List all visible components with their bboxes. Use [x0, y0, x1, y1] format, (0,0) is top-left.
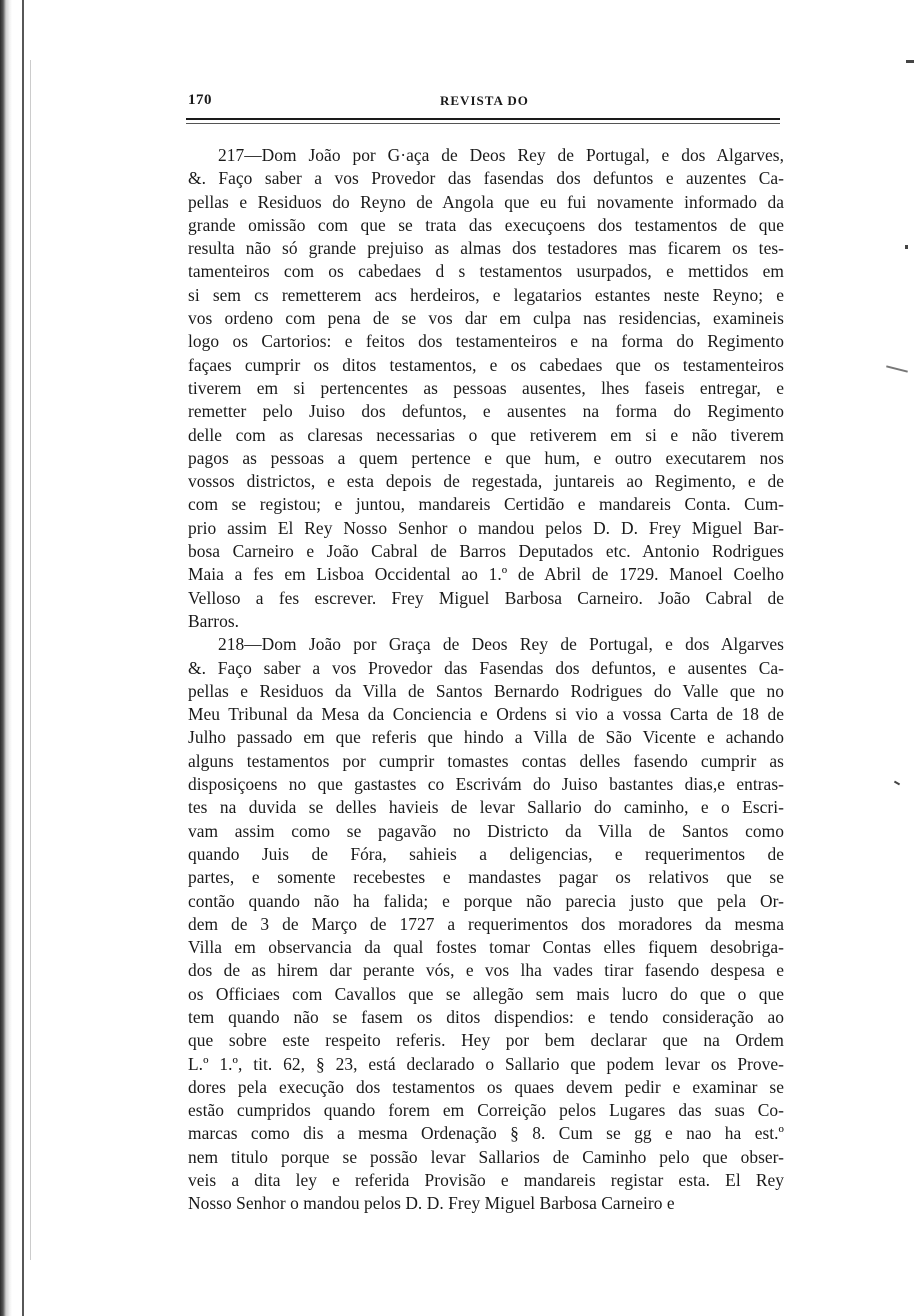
- text-line: os Officiaes com Cavallos que se allegão sem mais lucro do que o que: [188, 983, 784, 1004]
- text-line: façaes cumprir os ditos testamentos, e os cabedaes que os testamenteiros: [188, 354, 784, 375]
- text-line: com se registou; e juntou, mandareis Certidão e mandareis Conta. Cum-: [188, 494, 784, 515]
- text-line: 218—Dom João por Graça de Deos Rey de Portugal, e dos Algarves: [218, 634, 784, 655]
- text-line: Julho passado em que referis que hindo a Villa de São Vicente e achando: [188, 727, 784, 748]
- text-line: pagos as pessoas a quem pertence e que hum, e outro executarem nos: [188, 447, 784, 468]
- text-line: delle com as claresas necessarias o que retiverem em si e não tiverem: [188, 424, 784, 445]
- document-body: [188, 144, 784, 1216]
- text-line: remetter pelo Juiso dos defuntos, e ausentes na forma do Regimento: [188, 401, 784, 422]
- page-header: [188, 90, 778, 114]
- text-line: dos de as hirem dar perante vós, e vos lha vades tirar fasendo despesa e: [188, 960, 784, 981]
- text-line: Meu Tribunal da Mesa da Conciencia e Ordens si vio a vossa Carta de 18 de: [188, 704, 784, 725]
- running-title: REVISTA DO: [440, 93, 529, 108]
- text-line: grande omissão com que se trata das execuçoens dos testamentos de que: [188, 214, 784, 235]
- text-line: 217—Dom João por G·aça de Deos Rey de Portugal, e dos Algarves,: [218, 145, 784, 165]
- text-line: tes na duvida se delles havieis de levar Sallario do caminho, e o Escri-: [188, 797, 784, 818]
- margin-speck: [886, 365, 908, 372]
- text-line: resulta não só grande prejuiso as almas dos testadores mas ficarem os tes-: [188, 238, 784, 259]
- text-line: Velloso a fes escrever. Frey Miguel Barbosa Carneiro. João Cabral de: [188, 587, 784, 608]
- text-line: tiverem em si pertencentes as pessoas ausentes, lhes faseis entregar, e: [188, 377, 784, 398]
- text-line: &. Faço saber a vos Provedor das fasendas dos defuntos e auzentes Ca-: [188, 168, 784, 189]
- text-line: vos ordeno com pena de se vos dar em culpa nas residencias, examineis: [188, 308, 784, 329]
- text-line: tamenteiros com os cabedaes d s testamentos usurpados, e mettidos em: [188, 261, 784, 282]
- text-line: Nosso Senhor o mandou pelos D. D. Frey Miguel Barbosa Carneiro e: [188, 1193, 675, 1214]
- text-line: tem quando não se fasem os ditos dispendios: e tendo consideração ao: [188, 1006, 784, 1027]
- text-line: alguns testamentos por cumprir tomastes contas delles fasendo cumprir as: [188, 750, 784, 771]
- margin-speck: [894, 781, 900, 786]
- margin-speck: [905, 245, 908, 249]
- paragraph-217: [188, 144, 784, 633]
- text-line: Villa em observancia da qual fostes tomar Contas elles fiquem desobriga-: [188, 937, 784, 958]
- text-line: disposiçoens no que gastastes co Escrivám do Juiso bastantes dias,e entras-: [188, 774, 784, 795]
- text-line: estão cumpridos quando forem em Correição pelos Lugares das suas Co-: [188, 1100, 784, 1121]
- text-line: prio assim El Rey Nosso Senhor o mandou pelos D. D. Frey Miguel Bar-: [188, 517, 784, 538]
- text-line: marcas como dis a mesma Ordenação § 8. Cum se gg e nao ha est.º: [188, 1123, 784, 1144]
- text-line: que sobre este respeito referis. Hey por bem declarar que na Ordem: [188, 1030, 784, 1051]
- text-line: logo os Cartorios: e feitos dos testamenteiros e na forma do Regimento: [188, 331, 784, 352]
- text-line: quando Juis de Fóra, sahieis a deligencias, e requerimentos de: [188, 843, 784, 864]
- text-line: Maia a fes em Lisboa Occidental ao 1.º de Abril de 1729. Manoel Coelho: [188, 564, 784, 585]
- gutter-shadow-line: [30, 60, 31, 1260]
- text-line: &. Faço saber a vos Provedor das Fasendas dos defuntos, e ausentes Ca-: [188, 657, 784, 678]
- text-line: vam assim como se pagavão no Districto da Villa de Santos como: [188, 820, 784, 841]
- text-line: nem titulo porque se possão levar Sallarios de Caminho pelo que obser-: [188, 1146, 784, 1167]
- text-line: veis a dita ley e referida Provisão e mandareis registar esta. El Rey: [188, 1170, 784, 1191]
- text-line: si sem cs remetterem acs herdeiros, e legatarios estantes neste Reyno; e: [188, 284, 784, 305]
- gutter-line: [22, 0, 24, 1316]
- margin-speck: [906, 60, 914, 63]
- page-number: 170: [188, 92, 212, 108]
- text-line: L.º 1.º, tit. 62, § 23, está declarado o Sallario que podem levar os Prove-: [188, 1053, 784, 1074]
- page-binding-edge: [0, 0, 12, 1316]
- text-line: vossos districtos, e esta depois de regestada, juntareis ao Regimento, e de: [188, 471, 784, 492]
- text-line: pellas e Residuos da Villa de Santos Bernardo Rodrigues do Valle que no: [188, 680, 784, 701]
- header-rule: [186, 118, 780, 124]
- text-line: bosa Carneiro e João Cabral de Barros Deputados etc. Antonio Rodrigues: [188, 541, 784, 562]
- text-line: Barros.: [188, 610, 240, 631]
- text-line: contão quando não ha falida; e porque não parecia justo que pela Or-: [188, 890, 784, 911]
- text-line: pellas e Residuos do Reyno de Angola que eu fui novamente informado da: [188, 191, 784, 212]
- text-line: partes, e somente recebestes e mandastes pagar os relativos que se: [188, 867, 784, 888]
- text-line: dores pela execução dos testamentos os quaes devem pedir e examinar se: [188, 1076, 784, 1097]
- text-line: dem de 3 de Março de 1727 a requerimentos dos moradores da mesma: [188, 913, 784, 934]
- paragraph-218: [188, 633, 784, 1215]
